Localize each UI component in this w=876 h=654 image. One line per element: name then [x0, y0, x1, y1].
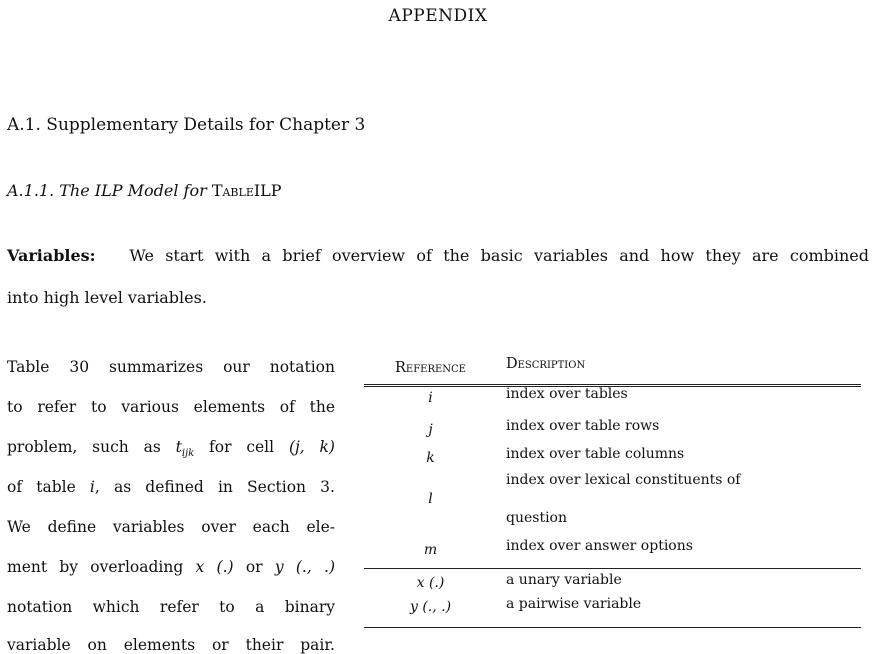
header-description: Description [506, 356, 586, 372]
left-text-line-8: variable on elements or their pair. [7, 636, 335, 654]
left-text-line-2: to refer to various elements of the [7, 398, 335, 416]
left-text-line-4a: of table [7, 478, 76, 496]
table-bottom-rule [364, 627, 861, 628]
variables-label: Variables: [7, 246, 96, 265]
header-reference: Reference [395, 360, 466, 376]
cell-variable: $t_{ijk}$ [175, 438, 195, 460]
table-index-math: i [89, 478, 95, 496]
table-row-ref: y (., .) [409, 599, 452, 615]
left-text-line-6 [7, 558, 335, 576]
table-row-desc: index over lexical constituents of [506, 472, 741, 488]
left-text-line-7: notation which refer to a binary [7, 598, 335, 616]
left-text-line-1: Table 30 summarizes our notation [7, 358, 335, 376]
left-text-line-5: We define variables over each ele- [7, 518, 335, 536]
table-row-desc-cont: question [506, 510, 567, 526]
left-text-line-4b: , as defined in Section 3. [94, 478, 335, 496]
left-text-line-3b: for cell [209, 438, 275, 456]
table-row-desc: index over answer options [506, 538, 693, 554]
left-text-or: or [245, 558, 263, 576]
appendix-heading: APPENDIX [388, 6, 488, 26]
section-heading: A.1. Supplementary Details for Chapter 3 [7, 115, 366, 135]
table-row-desc: index over tables [506, 386, 628, 402]
left-text-line-3a: problem, such as [7, 438, 161, 456]
left-text-line-6a: ment by overloading [7, 558, 184, 576]
table-row-ref: i [428, 390, 433, 406]
table-row-ref: x (.) [416, 575, 445, 591]
table-row-ref: k [426, 450, 435, 466]
subsection-heading [7, 181, 282, 200]
unary-math: x (.) [195, 558, 234, 576]
left-text-line-3 [7, 438, 335, 459]
cell-index-math: (j, k) [288, 438, 335, 456]
table-row-ref: l [428, 491, 433, 507]
intro-line-1 [7, 246, 869, 265]
intro-text-1: We start with a brief overview of the basic variables and how they are combined [129, 246, 869, 265]
table-row-ref: m [423, 542, 438, 558]
table-row-ref: j [428, 422, 433, 438]
table-row-desc: a unary variable [506, 572, 622, 588]
subsection-prefix: A.1.1. The ILP Model for [7, 181, 207, 200]
table-row-desc: index over table columns [506, 446, 685, 462]
table-row-desc: index over table rows [506, 418, 660, 434]
table-mid-rule [364, 568, 861, 569]
left-text-line-4 [7, 478, 335, 496]
table-row-desc: a pairwise variable [506, 596, 642, 612]
intro-line-2: into high level variables. [7, 288, 207, 307]
table-top-rule [364, 384, 861, 385]
pairwise-math: y (., .) [274, 558, 335, 576]
subsection-model-name: TableILP [211, 181, 282, 200]
